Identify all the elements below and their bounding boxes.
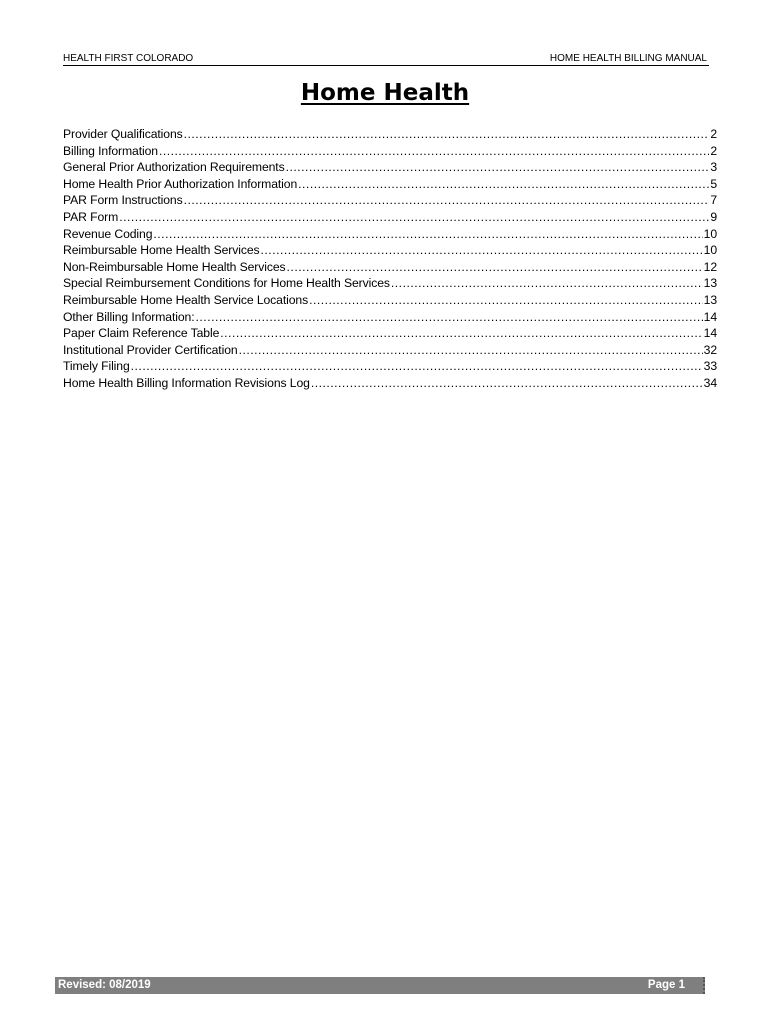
toc-dot-leader (311, 375, 703, 392)
header-manual-name: HOME HEALTH BILLING MANUAL (549, 53, 707, 64)
toc-entry-page: 2 (710, 127, 717, 141)
toc-entry-page: 10 (703, 243, 717, 258)
toc-entry-home-health-prior-authorization[interactable] (63, 176, 717, 193)
toc-entry-label: PAR Form (63, 209, 119, 224)
toc-entry-label: Reimbursable Home Health Service Locations (63, 292, 309, 307)
toc-entry-label: Timely Filing (63, 359, 130, 374)
toc-entry-label: PAR Form Instructions (63, 193, 183, 208)
toc-entry-par-form[interactable] (63, 209, 717, 226)
toc-entry-paper-claim-reference-table[interactable] (63, 325, 717, 342)
page-title: Home Health (300, 80, 470, 106)
header-organization: HEALTH FIRST COLORADO (63, 53, 194, 64)
toc-entry-revenue-coding[interactable] (63, 226, 717, 243)
toc-dot-leader (159, 143, 709, 160)
toc-dot-leader (286, 159, 710, 176)
page-footer (55, 977, 705, 994)
toc-entry-label: Billing Information (63, 143, 158, 158)
toc-entry-page: 32 (703, 342, 717, 357)
toc-entry-label: Revenue Coding (63, 226, 153, 241)
toc-entry-label: Other Billing Information: (63, 309, 195, 324)
toc-entry-non-reimbursable-services[interactable] (63, 259, 717, 276)
toc-dot-leader (298, 176, 709, 193)
footer-page-number: Page 1 (647, 979, 685, 991)
toc-entry-label: Special Reimbursement Conditions for Home Health Services (63, 276, 390, 291)
toc-entry-page: 10 (703, 226, 717, 241)
toc-entry-reimbursable-services[interactable] (63, 242, 717, 259)
toc-entry-timely-filing[interactable] (63, 358, 717, 375)
toc-entry-other-billing-information[interactable] (63, 309, 717, 326)
toc-dot-leader (261, 242, 703, 259)
toc-entry-special-reimbursement-conditions[interactable] (63, 275, 717, 292)
toc-entry-label: Home Health Billing Information Revisions Log (63, 375, 310, 390)
toc-entry-page: 13 (703, 292, 717, 307)
footer-revised-date: Revised: 08/2019 (58, 979, 151, 991)
toc-dot-leader (287, 259, 703, 276)
toc-dot-leader (220, 325, 702, 342)
toc-entry-page: 13 (703, 276, 717, 291)
toc-entry-par-form-instructions[interactable] (63, 192, 717, 209)
toc-entry-page: 2 (710, 143, 717, 158)
toc-entry-page: 12 (703, 259, 717, 274)
toc-entry-label: Institutional Provider Certification (63, 342, 238, 357)
toc-entry-page: 34 (703, 375, 717, 390)
toc-entry-page: 5 (710, 176, 717, 191)
toc-entry-label: General Prior Authorization Requirements (63, 160, 285, 175)
toc-entry-label: Home Health Prior Authorization Information (63, 176, 298, 191)
toc-entry-page: 14 (703, 326, 717, 341)
toc-entry-provider-qualifications[interactable] (63, 126, 717, 143)
page-header (63, 52, 709, 66)
toc-dot-leader (153, 226, 702, 243)
toc-dot-leader (309, 292, 703, 309)
toc-entry-label: Provider Qualifications (63, 127, 183, 141)
toc-entry-page: 3 (710, 160, 717, 175)
toc-dot-leader (196, 309, 703, 326)
toc-entry-institutional-provider-certification[interactable] (63, 342, 717, 359)
toc-entry-label: Paper Claim Reference Table (63, 326, 220, 341)
toc-entry-label: Reimbursable Home Health Services (63, 243, 260, 258)
toc-dot-leader (391, 275, 703, 292)
toc-entry-page: 9 (710, 209, 717, 224)
toc-dot-leader (119, 209, 709, 226)
toc-dot-leader (184, 192, 710, 209)
toc-entry-label: Non-Reimbursable Home Health Services (63, 259, 286, 274)
toc-entry-page: 7 (710, 193, 717, 208)
toc-entry-page: 33 (703, 359, 717, 374)
toc-dot-leader (184, 126, 710, 143)
table-of-contents (63, 126, 717, 392)
toc-entry-service-locations[interactable] (63, 292, 717, 309)
toc-dot-leader (131, 358, 703, 375)
toc-entry-revisions-log[interactable] (63, 375, 717, 392)
toc-dot-leader (239, 342, 703, 359)
toc-entry-general-prior-authorization[interactable] (63, 159, 717, 176)
toc-entry-page: 14 (703, 309, 717, 324)
toc-entry-billing-information[interactable] (63, 143, 717, 160)
